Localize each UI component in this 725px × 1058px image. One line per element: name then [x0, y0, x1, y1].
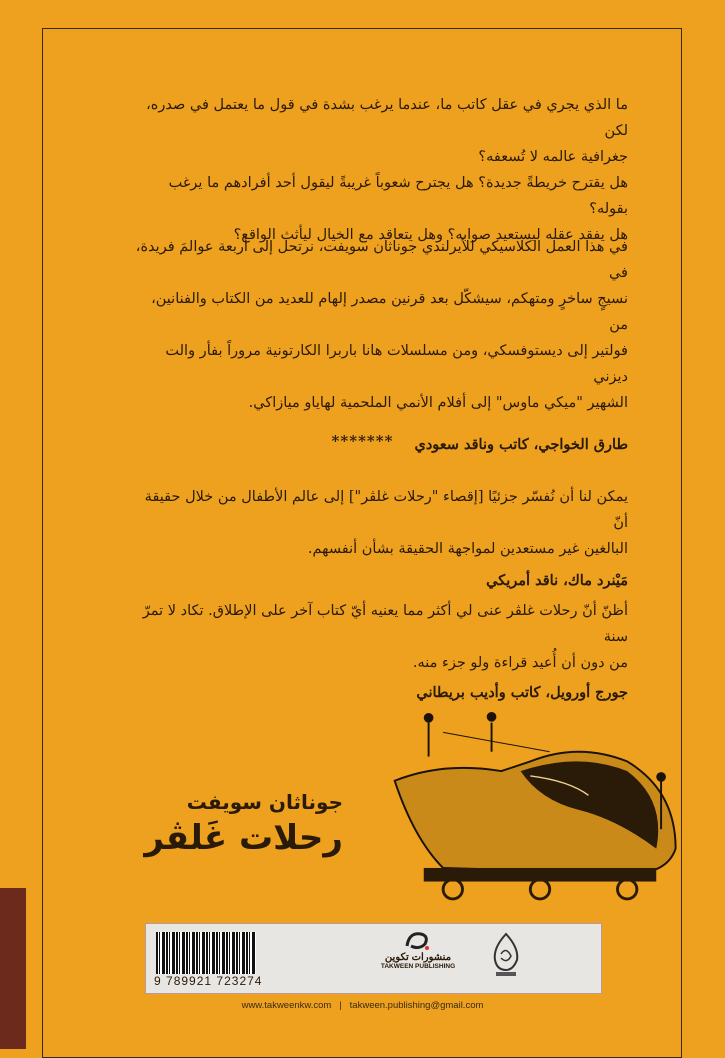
spine-strip [0, 888, 26, 1049]
intro-line: هل يفقد عقله ليستعيد صوابه؟ وهل يتعاقد مع الخيال ليأثث الواقع؟ [233, 227, 628, 243]
takween-logo-icon [403, 930, 433, 952]
review-line: يمكن لنا أن نُفسّر جزئيًا [إقصاء "رحلات غلڤر"] إلى عالم الأطفال من خلال حقيقة أنّ [144, 489, 628, 531]
intro-line: ما الذي يجري في عقل كاتب ما، عندما يرغب بشدة في قول ما يعتمل في صدره، لكن [146, 97, 628, 139]
intro-line: هل يقترح خريطةً جديدة؟ هل يجترح شعوباً غريبةً ليقول أحد أفرادهم ما يرغب بقوله؟ [168, 175, 628, 217]
review-attribution: مَيْنرد ماك، ناقد أمريكي [486, 572, 628, 589]
review-line: فولتير إلى ديستوفسكي، ومن مسلسلات هانا باربرا الكارتونية مروراً بفأر والت ديزني [165, 343, 628, 385]
review-line: البالغين غير مستعدين لمواجهة الحقيقة بشأن أنفسهم. [307, 541, 628, 557]
intro-paragraph [128, 92, 628, 248]
review-attribution: طارق الخواجي، كاتب وناقد سعودي [414, 436, 628, 453]
review-1 [128, 234, 628, 458]
book-title: رحلات غَلڤر [144, 818, 343, 858]
website-link[interactable]: www.takweenkw.com [241, 1000, 332, 1011]
book-author: جوناثان سويفت [186, 790, 343, 814]
email-link[interactable]: takween.publishing@gmail.com [349, 1000, 484, 1011]
review-line: الشهير "ميكي ماوس" إلى أفلام الأنمي الملحمية لهاياو ميازاكي. [248, 395, 628, 411]
review-3 [128, 598, 628, 706]
publisher-name-ar: منشورات تكوين [384, 952, 452, 963]
contact-line [0, 1000, 725, 1011]
isbn-prefix: 9 [154, 974, 162, 988]
gulliver-illustration [385, 700, 695, 910]
review-line: في هذا العمل الكلاسيكي للأيرلندي جوناثان سويفت، نرتحل إلى أربعة عوالمَ فريدة، في [135, 239, 628, 281]
review-2 [128, 484, 628, 594]
imprint-logo-icon [491, 932, 521, 978]
barcode [156, 932, 256, 974]
review-attribution: جورج أورويل، كاتب وأديب بريطاني [416, 684, 628, 701]
publisher-logo [378, 930, 458, 970]
isbn-part: 723274 [216, 974, 263, 988]
review-line: نسيجٍ ساخرٍ ومتهكم، سيشكّل بعد قرنين مصدر إلهام للعديد من الكتاب والفنانين، من [151, 291, 628, 333]
barcode-strip [145, 923, 602, 994]
divider: | [339, 1000, 342, 1011]
isbn-part: 789921 [166, 974, 213, 988]
publisher-name-en: TAKWEEN PUBLISHING [380, 963, 456, 970]
intro-line: جغرافية عالمه لا تُسعفه؟ [478, 149, 628, 165]
isbn [154, 974, 262, 988]
review-line: من دون أن أُعيد قراءة ولو جزء منه. [412, 655, 628, 671]
review-line: أظنّ أنّ رحلات غلڤر عنى لي أكثر مما يعنيه أيّ كتاب آخر على الإطلاق. تكاد لا تمرّ سنة [142, 603, 628, 645]
separator: ******* [331, 432, 394, 450]
